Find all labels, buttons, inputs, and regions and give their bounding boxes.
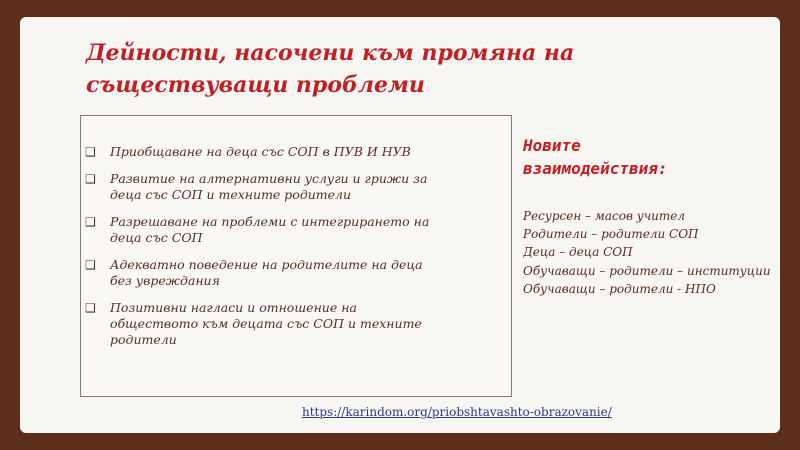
list-item: Деца – деца СОП — [523, 245, 633, 260]
interactions-heading-line-2: взаимодействия: — [523, 159, 668, 178]
checkbox-bullet-icon: ❑ — [85, 215, 96, 229]
list-item-line: Приобщаване на деца със СОП в ПУВ И НУВ — [110, 144, 411, 159]
list-item: Ресурсен – масов учител — [523, 209, 686, 223]
list-item — [81, 300, 501, 348]
slide-canvas — [20, 17, 780, 433]
checkbox-bullet-icon: ❑ — [85, 145, 96, 159]
list-item: Обучаващи – родители – институции — [523, 263, 771, 278]
slide-title-line-1: Дейности, насочени към промяна на — [86, 40, 575, 66]
list-item: Обучаващи – родители - НПО — [523, 281, 716, 296]
checkbox-bullet-icon: ❑ — [85, 172, 96, 186]
list-item-line: Разрешаване на проблеми с интегрирането на — [110, 214, 430, 229]
list-item-line: родители — [110, 332, 177, 347]
list-item — [81, 214, 501, 246]
list-item — [81, 144, 501, 160]
list-item — [81, 171, 501, 203]
list-item-line: Адекватно поведение на родителите на деца — [110, 257, 423, 272]
list-item-line: без увреждания — [110, 273, 220, 288]
list-item-line: деца със СОП и техните родители — [110, 187, 352, 202]
list-item-line: обществото към децата със СОП и техните — [110, 316, 422, 331]
activities-list — [81, 144, 501, 359]
source-link[interactable]: https://karindom.org/priobshtavashto-obrazovanie/ — [302, 405, 612, 419]
list-item-line: деца със СОП — [110, 230, 203, 245]
slide-title-line-2: съществуващи проблеми — [86, 72, 425, 98]
interactions-list — [523, 207, 780, 298]
checkbox-bullet-icon: ❑ — [85, 258, 96, 272]
checkbox-bullet-icon: ❑ — [85, 301, 96, 315]
slide-title — [86, 37, 646, 101]
interactions-heading — [523, 134, 668, 180]
list-item-line: Позитивни нагласи и отношение на — [110, 300, 357, 315]
interactions-heading-line-1: Новите — [523, 136, 581, 155]
activities-box — [80, 115, 512, 397]
list-item: Родители – родители СОП — [523, 227, 699, 242]
list-item — [81, 257, 501, 289]
list-item-line: Развитие на алтернативни услуги и грижи за — [110, 171, 428, 186]
